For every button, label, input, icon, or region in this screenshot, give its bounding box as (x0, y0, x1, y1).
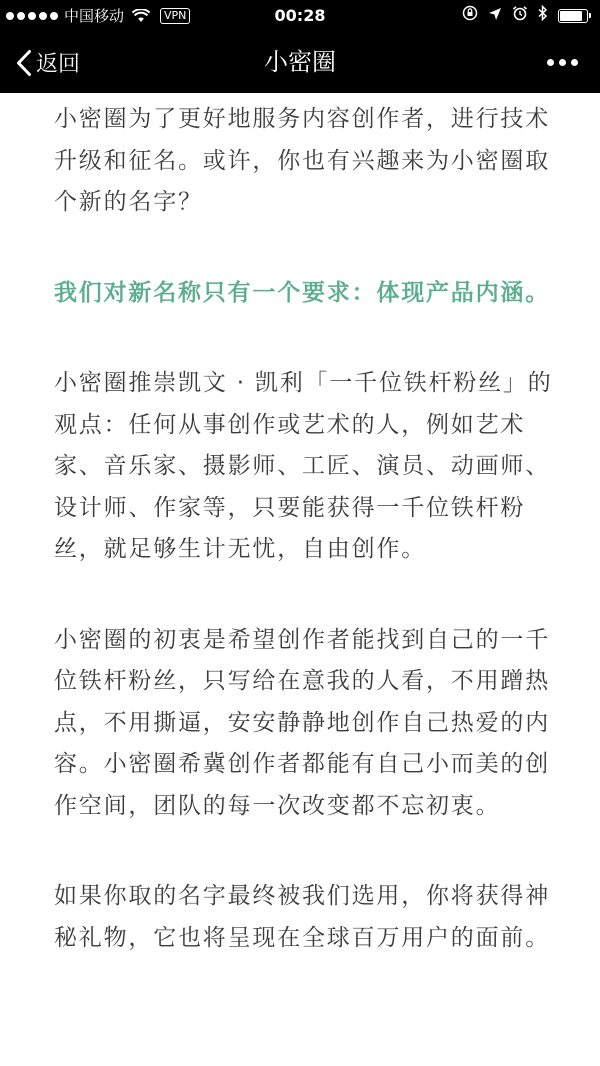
nav-bar (0, 32, 600, 93)
carrier-name: 中国移动 (64, 7, 125, 25)
more-dot-icon (571, 59, 578, 66)
back-label: 返回 (36, 52, 81, 77)
article-paragraph: 小密圈的初衷是希望创作者能找到自己的一千位铁杆粉丝，只写给在意我的人看，不用蹭热点，不用撕逼，安安静静地创作自己热爱的内容。小密圈希冀创作者都能有自己小而美的创作空间，团队的每一次改变都不忘初衷。 (54, 626, 550, 819)
article-paragraph: 如果你取的名字最终被我们选用，你将获得神秘礼物，它也将呈现在全球百万用户的面前。 (54, 883, 550, 951)
battery-icon (558, 9, 588, 23)
article-paragraph: 小密圈推崇凯文 · 凯利「一千位铁杆粉丝」的观点：任何从事创作或艺术的人，例如艺术家、音乐家、摄影师、工匠、演员、动画师、设计师、作家等，只要能获得一千位铁杆粉丝，就足够生计无忧，自由创作。 (54, 370, 553, 562)
article-highlight: 我们对新名称只有一个要求：体现产品内涵。 (54, 279, 550, 306)
article-paragraph: 小密圈为了更好地服务内容创作者，进行技术升级和征名。或许，你也有兴趣来为小密圈取个新的名字？ (54, 106, 550, 215)
more-dot-icon (559, 59, 566, 66)
location-icon (488, 0, 502, 32)
more-options-button[interactable] (547, 32, 578, 93)
article-body (0, 93, 600, 959)
more-dot-icon (547, 59, 554, 66)
orientation-lock-icon (462, 0, 478, 32)
bluetooth-icon (538, 0, 548, 32)
status-right (462, 0, 588, 32)
page-title: 小密圈 (264, 48, 336, 76)
alarm-icon (512, 0, 528, 32)
vpn-badge: VPN (160, 8, 190, 24)
status-bar (0, 0, 600, 32)
status-time: 00:28 (274, 6, 326, 25)
app-header (0, 0, 600, 93)
